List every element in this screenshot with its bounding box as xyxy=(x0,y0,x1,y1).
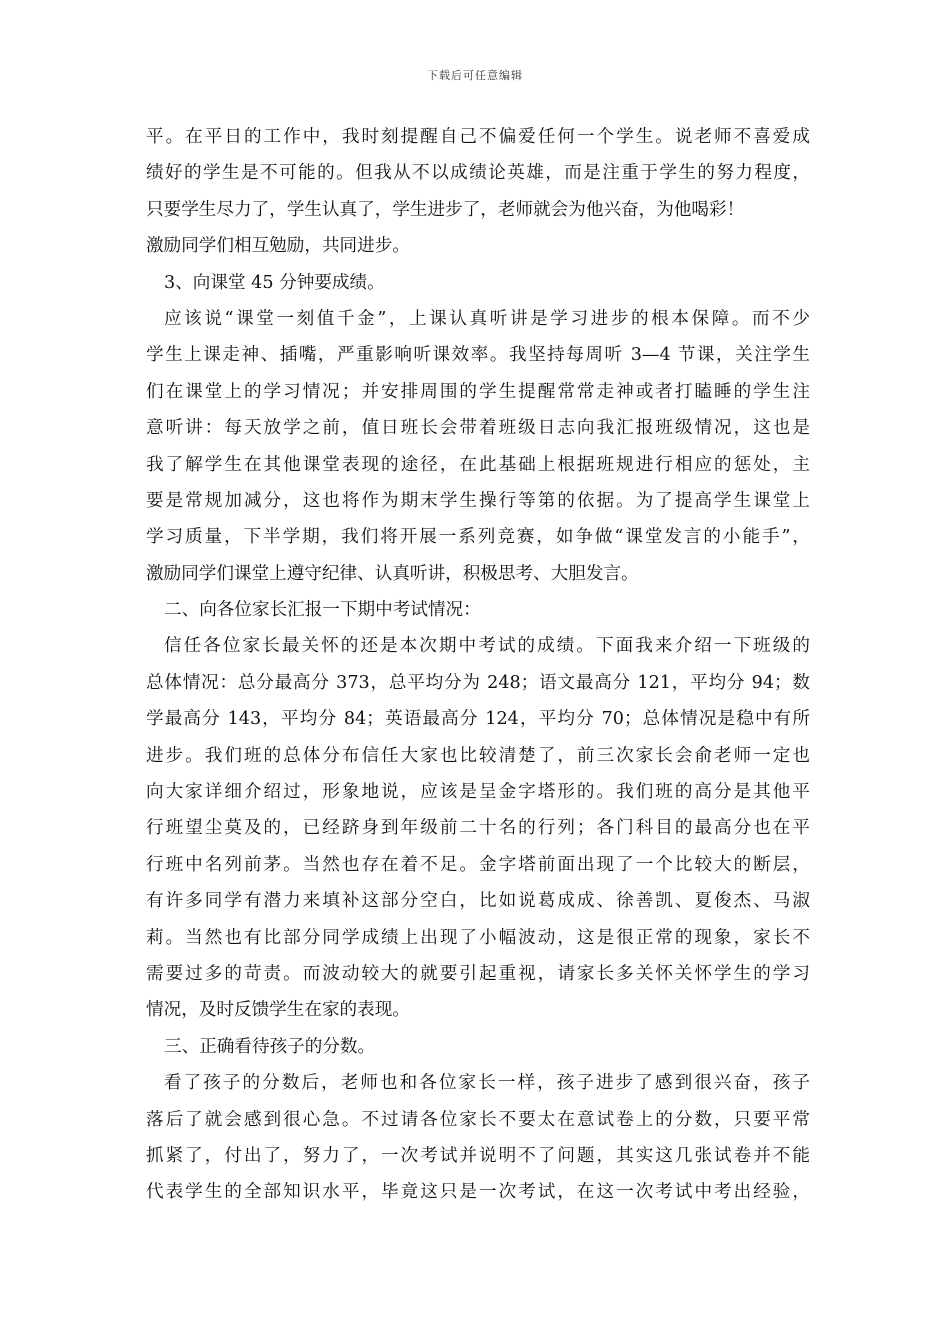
text-line: 意听讲：每天放学之前，值日班长会带着班级日志向我汇报班级情况，这也是 xyxy=(146,418,810,439)
text-line: 需要过多的苛责。而波动较大的就要引起重视，请家长多关怀关怀学生的学习 xyxy=(146,963,810,984)
text-line: 要是常规加减分，这也将作为期末学生操行等第的依据。为了提高学生课堂上 xyxy=(146,490,810,511)
text-line: 学习质量，下半学期，我们将开展一系列竞赛，如争做“课堂发言的小能手”， xyxy=(146,527,810,548)
text-line: 代表学生的全部知识水平，毕竟这只是一次考试，在这一次考试中考出经验， xyxy=(146,1182,810,1203)
text-line: 学最高分 143，平均分 84；英语最高分 124，平均分 70；总体情况是稳中有所 xyxy=(146,709,810,730)
text-line: 落后了就会感到很心急。不过请各位家长不要太在意试卷上的分数，只要平常 xyxy=(146,1109,810,1130)
text-line: 向大家详细介绍过，形象地说，应该是呈金字塔形的。我们班的高分是其他平 xyxy=(146,782,810,803)
text-line: 学生上课走神、插嘴，严重影响听课效率。我坚持每周听 3—4 节课，关注学生 xyxy=(146,345,810,366)
text-line: 激励同学们相互勉励，共同进步。 xyxy=(146,236,410,257)
text-line: 行班中名列前茅。当然也存在着不足。金字塔前面出现了一个比较大的断层， xyxy=(146,854,810,875)
text-line: 行班望尘莫及的，已经跻身到年级前二十名的行列；各门科目的最高分也在平 xyxy=(146,818,810,839)
text-line: 二、向各位家长汇报一下期中考试情况： xyxy=(164,600,481,621)
text-line: 只要学生尽力了，学生认真了，学生进步了，老师就会为他兴奋，为他喝彩！ xyxy=(146,199,745,220)
text-line: 莉。当然也有比部分同学成绩上出现了小幅波动，这是很正常的现象，家长不 xyxy=(146,927,810,948)
text-line: 应该说“课堂一刻值千金”，上课认真听讲是学习进步的根本保障。而不少 xyxy=(164,308,810,329)
text-line: 进步。我们班的总体分布信任大家也比较清楚了，前三次家长会俞老师一定也 xyxy=(146,745,810,766)
text-line: 平。在平日的工作中，我时刻提醒自己不偏爱任何一个学生。说老师不喜爱成 xyxy=(146,127,810,147)
text-line: 三、正确看待孩子的分数。 xyxy=(164,1036,376,1057)
text-line: 绩好的学生是不可能的。但我从不以成绩论英雄，而是注重于学生的努力程度， xyxy=(146,163,810,184)
text-line: 们在课堂上的学习情况；并安排周围的学生提醒常常走神或者打瞌睡的学生注 xyxy=(146,381,810,402)
text-line: 信任各位家长最关怀的还是本次期中考试的成绩。下面我来介绍一下班级的 xyxy=(164,636,810,657)
text-line: 3、向课堂 45 分钟要成绩。 xyxy=(164,272,385,293)
text-line: 看了孩子的分数后，老师也和各位家长一样，孩子进步了感到很兴奋，孩子 xyxy=(164,1073,810,1094)
text-line: 抓紧了，付出了，努力了，一次考试并说明不了问题，其实这几张试卷并不能 xyxy=(146,1145,810,1166)
page-header: 下载后可任意编辑 xyxy=(427,69,523,82)
text-line: 总体情况：总分最高分 373，总平均分为 248；语文最高分 121，平均分 94；数 xyxy=(146,672,810,693)
text-line: 有许多同学有潜力来填补这部分空白，比如说葛成成、徐善凯、夏俊杰、马淑 xyxy=(146,891,810,912)
text-line: 情况，及时反馈学生在家的表现。 xyxy=(146,1000,410,1021)
text-line: 激励同学们课堂上遵守纪律、认真听讲，积极思考、大胆发言。 xyxy=(146,563,639,584)
document-body xyxy=(146,119,810,1211)
text-line: 我了解学生在其他课堂表现的途径，在此基础上根据班规进行相应的惩处，主 xyxy=(146,454,810,475)
